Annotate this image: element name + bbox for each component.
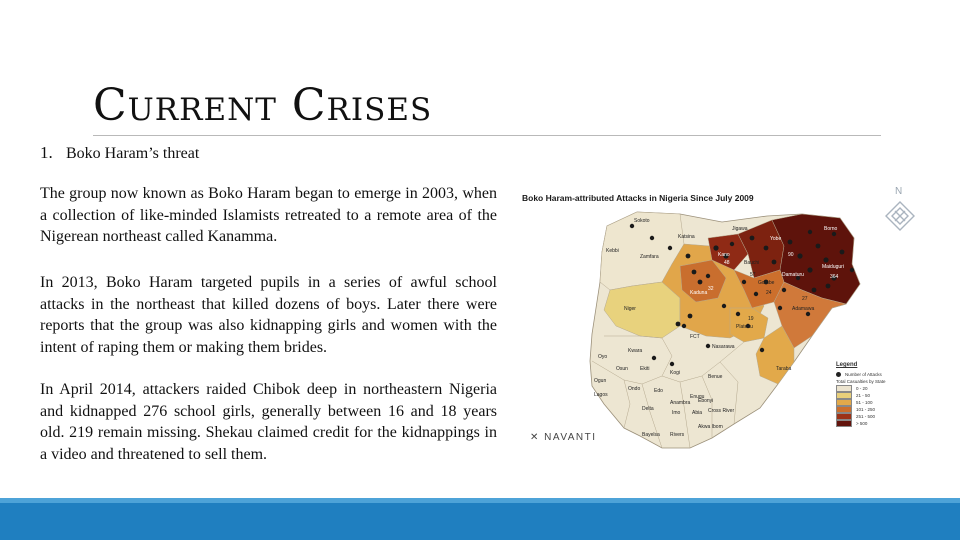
slide-title: Current Crises bbox=[93, 80, 433, 131]
legend-row bbox=[836, 392, 908, 399]
label-gombe: Gombe bbox=[758, 280, 775, 286]
legend-range-label: 101 - 250 bbox=[856, 407, 876, 412]
label-rivers: Rivers bbox=[670, 432, 685, 438]
count-kaduna: 32 bbox=[708, 286, 714, 292]
footer-bar bbox=[0, 498, 960, 540]
label-yobe: Yobe bbox=[770, 236, 782, 242]
label-enugu: Enugu bbox=[690, 394, 705, 400]
label-akwa-ibom: Akwa Ibom bbox=[698, 424, 723, 430]
label-damaturu: Damaturu bbox=[782, 272, 804, 278]
legend-row bbox=[836, 385, 908, 392]
map-graphic bbox=[512, 186, 872, 458]
count-adamawa: 27 bbox=[802, 296, 808, 302]
legend-range-label: 251 - 500 bbox=[856, 414, 876, 419]
label-oyo: Oyo bbox=[598, 354, 608, 360]
label-abia: Abia bbox=[692, 410, 703, 416]
label-benue: Benue bbox=[708, 374, 723, 380]
map-legend bbox=[836, 362, 908, 427]
label-ogun: Ogun bbox=[594, 378, 607, 384]
label-bayelsa: Bayelsa bbox=[642, 432, 660, 438]
label-kwara: Kwara bbox=[628, 348, 643, 354]
legend-marker-label: Number of Attacks bbox=[845, 372, 882, 377]
navanti-brand-text: NAVANTI bbox=[544, 432, 597, 443]
label-kogi: Kogi bbox=[670, 370, 681, 376]
label-kaduna: Kaduna bbox=[690, 290, 708, 296]
label-plateau: Plateau bbox=[736, 324, 753, 330]
count-borno: 364 bbox=[830, 274, 839, 280]
paragraph-origin: The group now known as Boko Haram began to emerge in 2003, when a collection of like-minded Islamists retreated to a remote area of the Nigerean northeast called Kanamma. bbox=[40, 185, 497, 245]
navanti-brand bbox=[530, 432, 597, 443]
legend-casualties-title bbox=[836, 378, 908, 385]
legend-row bbox=[836, 406, 908, 413]
attack-dot-icon bbox=[836, 372, 841, 377]
list-item-text: Boko Haram’s threat bbox=[66, 145, 200, 162]
legend-marker-row bbox=[836, 371, 908, 378]
legend-swatch bbox=[836, 406, 852, 413]
label-sokoto: Sokoto bbox=[634, 218, 650, 224]
legend-row bbox=[836, 420, 908, 427]
label-katsina: Katsina bbox=[678, 234, 695, 240]
label-kano: Kano bbox=[718, 252, 730, 258]
count-bauchi: 57 bbox=[750, 272, 756, 278]
count-yobe: 90 bbox=[788, 252, 794, 258]
footer-accent bbox=[0, 498, 960, 503]
label-ebonyi: Ebonyi bbox=[698, 398, 714, 404]
paragraph-chibok: In April 2014, attackers raided Chibok deep in northeastern Nigeria and kidnapped 276 school girls, generally between 16 and 18 years old. 219 remain missing. Shekau claimed credit for the kidnappings in a video and threatened to sell them. bbox=[40, 381, 497, 463]
label-taraba: Taraba bbox=[776, 366, 792, 372]
legend-range-label: > 500 bbox=[856, 421, 868, 426]
label-lagos: Lagos bbox=[594, 392, 608, 398]
label-niger: Niger bbox=[624, 306, 636, 312]
legend-swatch bbox=[836, 392, 852, 399]
label-cross-river: Cross River bbox=[708, 408, 735, 414]
count-kano: 48 bbox=[724, 260, 730, 266]
legend-range-label: 21 - 50 bbox=[856, 393, 871, 398]
legend-title: Legend bbox=[836, 362, 858, 368]
label-jigawa: Jigawa bbox=[732, 226, 748, 232]
compass-logo bbox=[884, 186, 916, 232]
label-delta: Delta bbox=[642, 406, 654, 412]
numbered-list-item bbox=[40, 143, 199, 163]
label-imo: Imo bbox=[672, 410, 681, 416]
legend-range-label: 0 - 20 bbox=[856, 386, 868, 391]
legend-casualties-text: Total Casualties by State bbox=[836, 379, 886, 384]
nigeria-attacks-map bbox=[512, 186, 886, 458]
title-divider bbox=[93, 135, 881, 136]
label-ondo: Ondo bbox=[628, 386, 641, 392]
navanti-x-icon: ✕ bbox=[530, 432, 540, 443]
compass-n-icon: N bbox=[895, 186, 903, 197]
label-edo: Edo bbox=[654, 388, 663, 394]
label-fct: FCT bbox=[690, 334, 700, 340]
label-anambra: Anambra bbox=[670, 400, 691, 406]
label-zamfara: Zamfara bbox=[640, 254, 659, 260]
label-nasarawa: Nasarawa bbox=[712, 344, 735, 350]
label-borno: Borno bbox=[824, 226, 838, 232]
paragraph-2013-attacks: In 2013, Boko Haram targeted pupils in a series of awful school attacks in the northeast that killed dozens of boys. Later there were reports that the group was also kidnapping girls and women with the intent of raping them or making them brides. bbox=[40, 274, 497, 356]
compass-diamond-icon bbox=[884, 200, 916, 232]
label-maiduguri: Maiduguri bbox=[822, 264, 844, 270]
count-plateau: 19 bbox=[748, 316, 754, 322]
count-gombe: 24 bbox=[766, 290, 772, 296]
legend-range-label: 51 - 100 bbox=[856, 400, 873, 405]
label-bauchi: Bauchi bbox=[744, 260, 760, 266]
map-title: Boko Haram-attributed Attacks in Nigeria Since July 2009 bbox=[522, 193, 754, 203]
legend-row bbox=[836, 413, 908, 420]
label-kebbi: Kebbi bbox=[606, 248, 619, 254]
legend-swatch bbox=[836, 399, 852, 406]
legend-swatch bbox=[836, 420, 852, 427]
list-number: 1. bbox=[40, 143, 53, 162]
legend-swatch bbox=[836, 385, 852, 392]
label-osun: Osun bbox=[616, 366, 628, 372]
legend-swatch bbox=[836, 413, 852, 420]
label-adamawa: Adamawa bbox=[792, 306, 815, 312]
label-ekiti: Ekiti bbox=[640, 366, 650, 372]
legend-row bbox=[836, 399, 908, 406]
